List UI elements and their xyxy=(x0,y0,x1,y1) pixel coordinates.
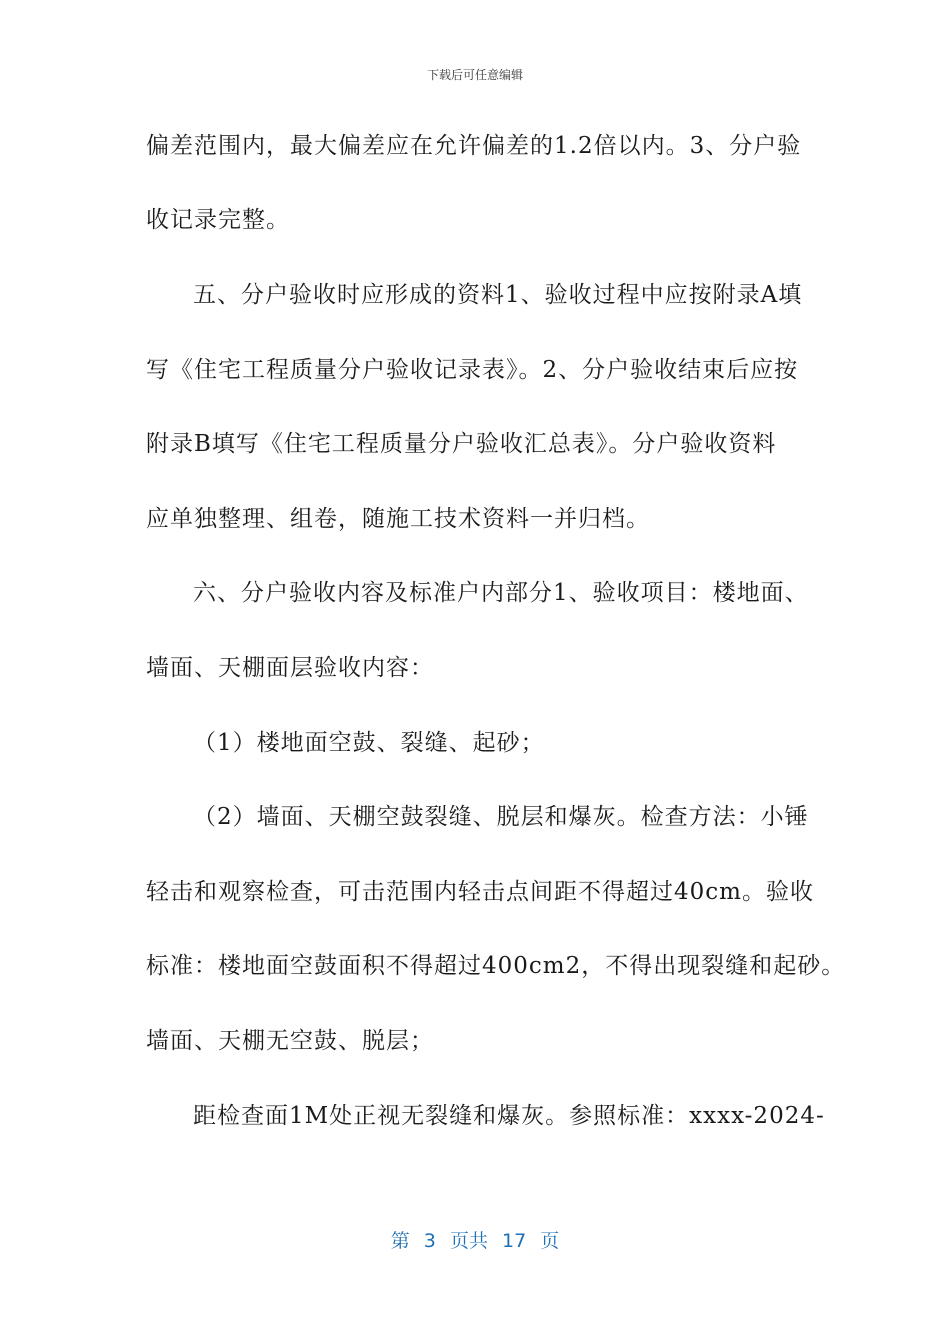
footer-total-pages: 17 xyxy=(502,1230,527,1252)
footer-current-page: 3 xyxy=(423,1230,436,1252)
footer-page-middle: 页共 xyxy=(449,1230,488,1252)
body-line-11: 轻击和观察检查，可击范围内轻击点间距不得超过40cm。验收 xyxy=(146,879,814,905)
body-line-4: 写《住宅工程质量分户验收记录表》。2、分户验收结束后应按 xyxy=(146,357,799,383)
body-line-7: 六、分户验收内容及标准户内部分1、验收项目：楼地面、 xyxy=(193,580,809,606)
body-line-2: 收记录完整。 xyxy=(146,207,290,233)
body-line-10: （2）墙面、天棚空鼓裂缝、脱层和爆灰。检查方法：小锤 xyxy=(193,804,809,830)
page-footer xyxy=(0,1226,950,1253)
body-line-5: 附录B填写《住宅工程质量分户验收汇总表》。分户验收资料 xyxy=(146,431,777,457)
body-line-14: 距检查面1M处正视无裂缝和爆灰。参照标准：xxxx-2024- xyxy=(193,1103,825,1129)
body-line-12: 标准：楼地面空鼓面积不得超过400cm2，不得出现裂缝和起砂。 xyxy=(146,953,846,979)
body-line-3: 五、分户验收时应形成的资料1、验收过程中应按附录A填 xyxy=(193,282,803,308)
footer-page-suffix: 页 xyxy=(540,1230,560,1252)
page-header-note: 下载后可任意编辑 xyxy=(426,68,523,82)
body-line-8: 墙面、天棚面层验收内容： xyxy=(146,655,434,681)
footer-page-prefix: 第 xyxy=(390,1230,410,1252)
body-line-6: 应单独整理、组卷，随施工技术资料一并归档。 xyxy=(146,506,650,532)
body-line-13: 墙面、天棚无空鼓、脱层； xyxy=(146,1028,434,1054)
body-line-1: 偏差范围内，最大偏差应在允许偏差的1.2倍以内。3、分户验 xyxy=(146,133,802,159)
body-line-9: （1）楼地面空鼓、裂缝、起砂； xyxy=(193,730,545,756)
